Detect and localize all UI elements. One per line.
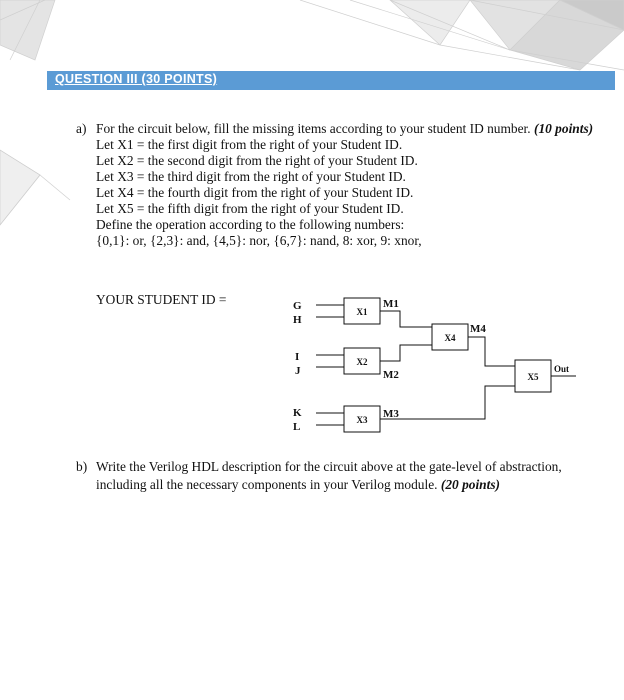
wire-m4-label: M4 xyxy=(470,323,486,335)
instruction-line: Let X5 = the fifth digit from the right of your Student ID. xyxy=(96,201,404,216)
question-title: QUESTION III (30 POINTS) xyxy=(55,72,218,86)
question-a xyxy=(76,121,616,249)
gate-x4-label: X4 xyxy=(444,333,456,343)
question-b-points: (20 points) xyxy=(440,477,501,492)
input-l: L xyxy=(293,421,301,433)
gate-x5-label: X5 xyxy=(527,372,539,382)
instruction-line: Let X1 = the first digit from the right of your Student ID. xyxy=(96,137,403,152)
instruction-line: Let X4 = the fourth digit from the right of your Student ID. xyxy=(96,185,414,200)
question-a-marker: a) xyxy=(76,121,87,136)
question-header-bar xyxy=(47,71,615,90)
instruction-line: Define the operation according to the following numbers: xyxy=(96,217,405,232)
instruction-line: {0,1}: or, {2,3}: and, {4,5}: nor, {6,7}: nand, 8: xor, 9: xnor, xyxy=(96,233,422,248)
question-a-points: (10 points) xyxy=(533,121,594,136)
student-id-label: YOUR STUDENT ID = xyxy=(96,292,227,307)
question-b-marker: b) xyxy=(76,459,88,474)
wire-m1-label: M1 xyxy=(383,298,399,310)
question-b xyxy=(76,458,596,494)
question-b-text: Write the Verilog HDL description for the circuit above at the gate-level of abstraction, including all the necessary components in your Verilog module. xyxy=(96,459,562,492)
instruction-line: Let X3 = the third digit from the right of your Student ID. xyxy=(96,169,406,184)
input-j: J xyxy=(295,365,301,377)
wire-m2-label: M2 xyxy=(383,369,399,381)
wire-m3-label: M3 xyxy=(383,408,399,420)
input-g: G xyxy=(293,300,302,312)
input-h: H xyxy=(293,314,302,326)
output-label: Out xyxy=(554,364,570,374)
gate-x2-label: X2 xyxy=(356,357,368,367)
gate-x3-label: X3 xyxy=(356,415,368,425)
instruction-line: Let X2 = the second digit from the right of your Student ID. xyxy=(96,153,418,168)
input-k: K xyxy=(293,407,302,419)
input-i: I xyxy=(295,351,300,363)
question-a-intro: For the circuit below, fill the missing items according to your student ID number. xyxy=(96,121,531,136)
circuit-diagram xyxy=(282,290,582,440)
gate-x1-label: X1 xyxy=(356,307,368,317)
